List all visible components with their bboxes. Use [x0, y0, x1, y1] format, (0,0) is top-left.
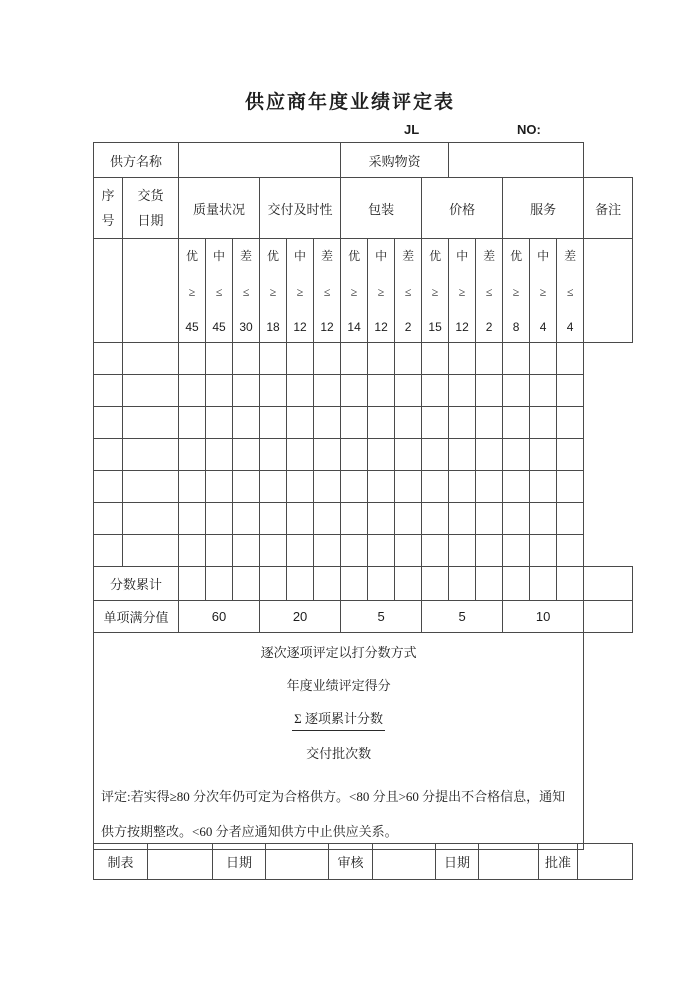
score-entry-row [94, 439, 633, 471]
grid-cell [179, 535, 206, 567]
grid-cell [449, 343, 476, 375]
grid-cell [341, 567, 368, 601]
grade-cell-packaging-medium [368, 239, 395, 343]
grid-cell [368, 567, 395, 601]
grid-cell [341, 535, 368, 567]
notes-cell [94, 633, 584, 850]
delivery-line2: 日期 [137, 213, 164, 228]
info-row [94, 143, 633, 178]
grade-operator: ≥ [539, 284, 547, 299]
grid-cell [123, 239, 179, 343]
score-entry-row [94, 375, 633, 407]
grid-cell [287, 343, 314, 375]
grid-cell [123, 343, 179, 375]
grid-cell [422, 375, 449, 407]
grid-cell [368, 439, 395, 471]
col-header-service: 服务 [503, 178, 584, 239]
col-header-quality: 质量状况 [179, 178, 260, 239]
full-score-label: 单项满分值 [94, 601, 179, 633]
grade-threshold: 14 [347, 320, 361, 334]
grid-cell [449, 439, 476, 471]
grid-cell [476, 439, 503, 471]
col-header-timeliness: 交付及时性 [260, 178, 341, 239]
grid-cell [530, 535, 557, 567]
grid-cell [287, 407, 314, 439]
grid-cell [395, 375, 422, 407]
grade-name: 中 [375, 249, 388, 263]
maker-value [148, 844, 213, 880]
grid-cell [476, 407, 503, 439]
grid-cell [557, 535, 584, 567]
grid-cell [368, 407, 395, 439]
full-score-quality: 60 [179, 601, 260, 633]
grid-cell [341, 407, 368, 439]
seq-line1: 序 [101, 188, 115, 203]
col-header-remark: 备注 [584, 178, 633, 239]
grid-cell [260, 375, 287, 407]
grid-cell [422, 439, 449, 471]
grade-operator: ≥ [458, 284, 466, 299]
delivery-line1: 交货 [137, 188, 164, 203]
grid-cell [584, 567, 633, 601]
grade-name: 差 [240, 249, 253, 263]
grid-cell [557, 567, 584, 601]
page-title: 供应商年度业绩评定表 [244, 92, 455, 113]
grid-cell [368, 375, 395, 407]
grid-cell [476, 503, 503, 535]
grid-cell [287, 535, 314, 567]
grade-cell-price-poor [476, 239, 503, 343]
grid-cell [206, 343, 233, 375]
evaluation-criteria-text: 评定:若实得≥80 分次年仍可定为合格供方。<80 分且>60 分提出不合格信息，通知供方按期整改。<60 分者应通知供方中止供应关系。 [101, 789, 566, 839]
grade-operator: ≤ [485, 284, 493, 299]
grade-name: 中 [213, 249, 226, 263]
col-header-delivery-date [123, 178, 179, 239]
seq-line2: 号 [101, 213, 115, 228]
grid-cell [395, 343, 422, 375]
grid-cell [530, 343, 557, 375]
grade-name: 中 [294, 249, 307, 263]
grade-threshold: 12 [374, 320, 388, 334]
score-entry-row [94, 471, 633, 503]
grid-cell [584, 239, 633, 343]
grid-cell [179, 567, 206, 601]
score-entry-row [94, 535, 633, 567]
grid-cell [123, 439, 179, 471]
grid-cell [368, 535, 395, 567]
grade-operator: ≥ [188, 284, 196, 299]
score-accumulate-row [94, 567, 633, 601]
grade-name: 中 [537, 249, 550, 263]
no-label: NO: [517, 122, 541, 137]
grid-cell [422, 535, 449, 567]
grade-cell-quality-poor [233, 239, 260, 343]
grid-cell [260, 535, 287, 567]
grid-cell [557, 471, 584, 503]
grade-name: 差 [564, 249, 577, 263]
date2-label: 日期 [436, 844, 479, 880]
grid-cell [422, 343, 449, 375]
grid-cell [206, 471, 233, 503]
grade-operator: ≤ [404, 284, 412, 299]
grid-cell [530, 439, 557, 471]
grid-cell [314, 375, 341, 407]
formula-denominator: 交付批次数 [306, 746, 372, 761]
signature-table [93, 843, 633, 880]
grid-cell [260, 407, 287, 439]
grid-cell [503, 343, 530, 375]
grid-cell [94, 343, 123, 375]
grid-cell [287, 471, 314, 503]
grid-cell [530, 567, 557, 601]
signature-row [94, 844, 633, 880]
grade-name: 差 [321, 249, 334, 263]
grid-cell [503, 471, 530, 503]
grid-cell [94, 407, 123, 439]
grid-cell [260, 439, 287, 471]
grade-name: 优 [186, 249, 199, 263]
score-entry-row [94, 343, 633, 375]
grid-cell [179, 471, 206, 503]
grid-cell [341, 471, 368, 503]
grid-cell [395, 503, 422, 535]
grade-threshold: 12 [455, 320, 469, 334]
col-header-seq [94, 178, 123, 239]
grid-cell [422, 407, 449, 439]
grid-cell [123, 375, 179, 407]
grade-threshold: 30 [239, 320, 253, 334]
formula-numerator: Σ 逐项累计分数 [292, 709, 385, 731]
grid-cell [341, 439, 368, 471]
grid-cell [557, 375, 584, 407]
grade-operator: ≥ [431, 284, 439, 299]
grade-operator: ≥ [377, 284, 385, 299]
grid-cell [449, 567, 476, 601]
grid-cell [287, 439, 314, 471]
grade-cell-timeliness-medium [287, 239, 314, 343]
supplier-name-label: 供方名称 [94, 143, 179, 178]
grid-cell [233, 535, 260, 567]
grid-cell [123, 471, 179, 503]
grade-threshold: 45 [185, 320, 199, 334]
score-entry-row [94, 407, 633, 439]
grid-cell [422, 567, 449, 601]
notes-row [94, 633, 633, 850]
grid-cell [206, 375, 233, 407]
grade-threshold: 2 [485, 320, 493, 334]
grade-cell-service-medium [530, 239, 557, 343]
grade-cell-quality-excellent [179, 239, 206, 343]
grid-cell [395, 567, 422, 601]
annual-score-title: 年度业绩评定得分 [286, 678, 391, 693]
grid-cell [476, 471, 503, 503]
grid-cell [503, 535, 530, 567]
grid-cell [449, 471, 476, 503]
grid-cell [368, 503, 395, 535]
grid-cell [94, 535, 123, 567]
grid-cell [94, 239, 123, 343]
grade-name: 中 [456, 249, 469, 263]
grade-threshold: 15 [428, 320, 442, 334]
grade-threshold: 4 [566, 320, 574, 334]
grid-cell [341, 503, 368, 535]
grade-cell-packaging-poor [395, 239, 422, 343]
grade-threshold: 12 [320, 320, 334, 334]
grid-cell [179, 407, 206, 439]
grid-cell [503, 407, 530, 439]
grade-cell-service-poor [557, 239, 584, 343]
grid-cell [233, 567, 260, 601]
date1-value [266, 844, 329, 880]
grid-cell [476, 535, 503, 567]
grid-cell [123, 503, 179, 535]
grid-cell [395, 535, 422, 567]
grid-cell [233, 407, 260, 439]
grid-cell [287, 503, 314, 535]
grade-cell-service-excellent [503, 239, 530, 343]
grade-cell-quality-medium [206, 239, 233, 343]
grid-cell [557, 407, 584, 439]
grid-cell [530, 407, 557, 439]
grade-name: 优 [429, 249, 442, 263]
grid-cell [476, 343, 503, 375]
col-header-packaging: 包装 [341, 178, 422, 239]
category-header-row [94, 178, 633, 239]
grade-name: 优 [510, 249, 523, 263]
grid-cell [94, 471, 123, 503]
grid-cell [557, 343, 584, 375]
grid-cell [233, 343, 260, 375]
grid-cell [206, 439, 233, 471]
grid-cell [287, 375, 314, 407]
grid-cell [314, 343, 341, 375]
grid-cell [233, 439, 260, 471]
grid-cell [422, 471, 449, 503]
grade-threshold: 12 [293, 320, 307, 334]
grid-cell [206, 407, 233, 439]
grid-cell [206, 535, 233, 567]
maker-label: 制表 [94, 844, 148, 880]
full-score-timeliness: 20 [260, 601, 341, 633]
grade-name: 优 [267, 249, 280, 263]
grid-cell [260, 567, 287, 601]
grade-name: 差 [402, 249, 415, 263]
scoring-method-text: 逐次逐项评定以打分数方式 [260, 645, 417, 660]
approver-value [578, 844, 633, 880]
grid-cell [179, 343, 206, 375]
grid-cell [422, 503, 449, 535]
reviewer-label: 审核 [329, 844, 373, 880]
grid-cell [449, 503, 476, 535]
grid-cell [233, 503, 260, 535]
grade-threshold: 18 [266, 320, 280, 334]
grid-cell [395, 407, 422, 439]
grid-cell [260, 343, 287, 375]
grid-cell [314, 567, 341, 601]
grid-cell [503, 375, 530, 407]
grid-cell [260, 471, 287, 503]
grid-cell [584, 601, 633, 633]
col-header-price: 价格 [422, 178, 503, 239]
grid-cell [449, 535, 476, 567]
grid-cell [503, 503, 530, 535]
grade-cell-timeliness-poor [314, 239, 341, 343]
grid-cell [314, 503, 341, 535]
grid-cell [94, 375, 123, 407]
grade-name: 优 [348, 249, 361, 263]
grade-operator: ≤ [215, 284, 223, 299]
grid-cell [314, 407, 341, 439]
grid-cell [503, 439, 530, 471]
grid-cell [341, 375, 368, 407]
grid-cell [395, 439, 422, 471]
grid-cell [260, 503, 287, 535]
grid-cell [476, 567, 503, 601]
grid-cell [233, 375, 260, 407]
purchased-material-value [449, 143, 584, 178]
full-score-packaging: 5 [341, 601, 422, 633]
grade-operator: ≥ [269, 284, 277, 299]
grid-cell [395, 471, 422, 503]
grade-cell-price-medium [449, 239, 476, 343]
grid-cell [179, 375, 206, 407]
grid-cell [341, 343, 368, 375]
grid-cell [179, 439, 206, 471]
grid-cell [530, 471, 557, 503]
grid-cell [449, 407, 476, 439]
supplier-name-value [179, 143, 341, 178]
grid-cell [123, 535, 179, 567]
grid-cell [314, 535, 341, 567]
full-score-service: 10 [503, 601, 584, 633]
grade-name: 差 [483, 249, 496, 263]
grid-cell [368, 471, 395, 503]
grade-threshold: 45 [212, 320, 226, 334]
grade-threshold: 2 [404, 320, 412, 334]
grid-cell [476, 375, 503, 407]
grade-operator: ≤ [242, 284, 250, 299]
grid-cell [314, 439, 341, 471]
grade-threshold: 4 [539, 320, 547, 334]
date1-label: 日期 [213, 844, 266, 880]
grid-cell [530, 503, 557, 535]
grid-cell [503, 567, 530, 601]
date2-value [479, 844, 539, 880]
grid-cell [314, 471, 341, 503]
grid-cell [557, 503, 584, 535]
grid-cell [530, 375, 557, 407]
grid-cell [94, 439, 123, 471]
grid-cell [287, 567, 314, 601]
grade-operator: ≥ [350, 284, 358, 299]
approver-label: 批准 [539, 844, 578, 880]
grid-cell [233, 471, 260, 503]
grid-cell [179, 503, 206, 535]
grid-cell [206, 567, 233, 601]
jl-label: JL [404, 122, 420, 137]
evaluation-table [93, 142, 633, 850]
grade-operator: ≥ [512, 284, 520, 299]
full-score-price: 5 [422, 601, 503, 633]
grid-cell [449, 375, 476, 407]
grid-cell [94, 503, 123, 535]
full-score-row [94, 601, 633, 633]
grade-subheader-row [94, 239, 633, 343]
reviewer-value [373, 844, 436, 880]
grid-cell [206, 503, 233, 535]
grade-threshold: 8 [512, 320, 520, 334]
grade-cell-price-excellent [422, 239, 449, 343]
grade-operator: ≤ [566, 284, 574, 299]
grid-cell [557, 439, 584, 471]
grid-cell [368, 343, 395, 375]
grid-cell [123, 407, 179, 439]
score-accumulate-label: 分数累计 [94, 567, 179, 601]
grade-operator: ≤ [323, 284, 331, 299]
grade-cell-timeliness-excellent [260, 239, 287, 343]
score-entry-row [94, 503, 633, 535]
grade-operator: ≥ [296, 284, 304, 299]
grade-cell-packaging-excellent [341, 239, 368, 343]
purchased-material-label: 采购物资 [341, 143, 449, 178]
